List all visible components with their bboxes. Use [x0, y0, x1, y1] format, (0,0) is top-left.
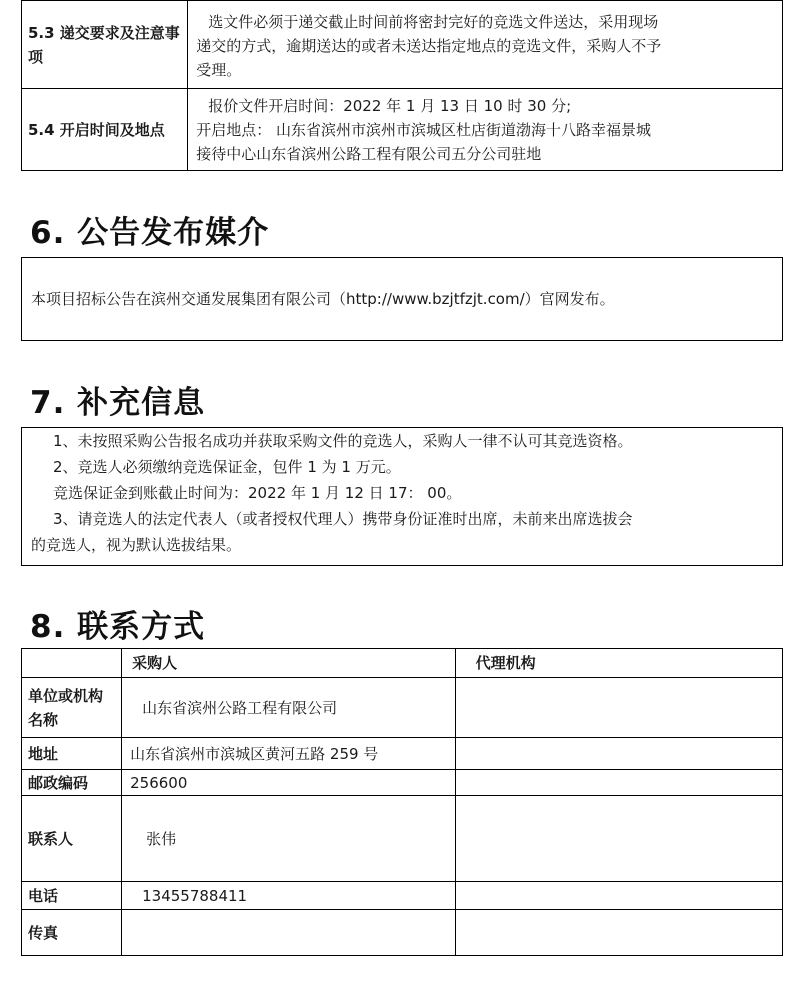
row-label: 邮政编码 [22, 770, 122, 796]
row-label: 电话 [22, 882, 122, 910]
info-line: 3、请竞选人的法定代表人（或者授权代理人）携带身份证准时出席，未前来出席选拔会 [53, 510, 633, 528]
info-line: 2、竞选人必须缴纳竞选保证金，包件 1 为 1 万元。 [53, 458, 401, 476]
buyer-cell: 山东省滨州市滨城区黄河五路 259 号 [122, 738, 455, 770]
section-heading: 8. 联系方式 [30, 609, 206, 645]
row-label: 地址 [22, 738, 122, 770]
buyer-cell: 张伟 [122, 796, 455, 882]
table-row [22, 738, 783, 770]
table-row [22, 89, 783, 171]
row-label: 联系人 [22, 796, 122, 882]
content-line: 受理。 [196, 60, 242, 79]
content-line: 接待中心山东省滨州公路工程有限公司五分公司驻地 [196, 144, 542, 163]
row-label: 5.4 开启时间及地点 [22, 89, 188, 171]
row-content [188, 1, 783, 89]
header-cell: 采购人 [122, 649, 455, 678]
info-line: 竞选保证金到账截止时间为：2022 年 1 月 12 日 17： 00。 [53, 484, 462, 502]
agent-cell [455, 738, 782, 770]
content-line: 选文件必须于递交截止时间前将密封完好的竞选文件送达，采用现场 [208, 12, 659, 31]
row-label: 传真 [22, 910, 122, 956]
header-cell [22, 649, 122, 678]
requirements-table [21, 0, 783, 171]
section-heading: 7. 补充信息 [30, 385, 206, 421]
agent-cell [455, 678, 782, 738]
buyer-cell: 256600 [122, 770, 455, 796]
info-line: 的竞选人，视为默认选拔结果。 [31, 536, 242, 554]
buyer-cell: 13455788411 [122, 882, 455, 910]
section-heading: 6. 公告发布媒介 [30, 215, 270, 251]
row-label: 单位或机构名称 [22, 678, 122, 738]
table-row [22, 796, 783, 882]
row-content [188, 89, 783, 171]
table-header-row [22, 649, 783, 678]
content-line: 开启地点： 山东省滨州市滨州市滨城区杜店街道渤海十八路幸福景城 [196, 120, 651, 139]
info-line: 1、未按照采购公告报名成功并获取采购文件的竞选人，采购人一律不认可其竞选资格。 [53, 432, 633, 450]
table-row [22, 1, 783, 89]
content-line: 报价文件开启时间：2022 年 1 月 13 日 10 时 30 分; [208, 96, 572, 115]
agent-cell [455, 882, 782, 910]
contact-table [21, 648, 783, 956]
buyer-cell: 山东省滨州公路工程有限公司 [122, 678, 455, 738]
supplementary-box [21, 427, 783, 566]
table-row [22, 770, 783, 796]
agent-cell [455, 796, 782, 882]
agent-cell [455, 910, 782, 956]
header-cell: 代理机构 [455, 649, 782, 678]
row-label: 5.3 递交要求及注意事项 [22, 1, 188, 89]
agent-cell [455, 770, 782, 796]
table-row [22, 678, 783, 738]
media-text: 本项目招标公告在滨州交通发展集团有限公司（http://www.bzjtfzjt.com/）官网发布。 [31, 290, 615, 308]
content-line: 递交的方式，逾期送达的或者未送达指定地点的竞选文件，采购人不予 [196, 36, 662, 55]
table-row [22, 910, 783, 956]
media-box [21, 257, 783, 341]
table-row [22, 882, 783, 910]
buyer-cell [122, 910, 455, 956]
